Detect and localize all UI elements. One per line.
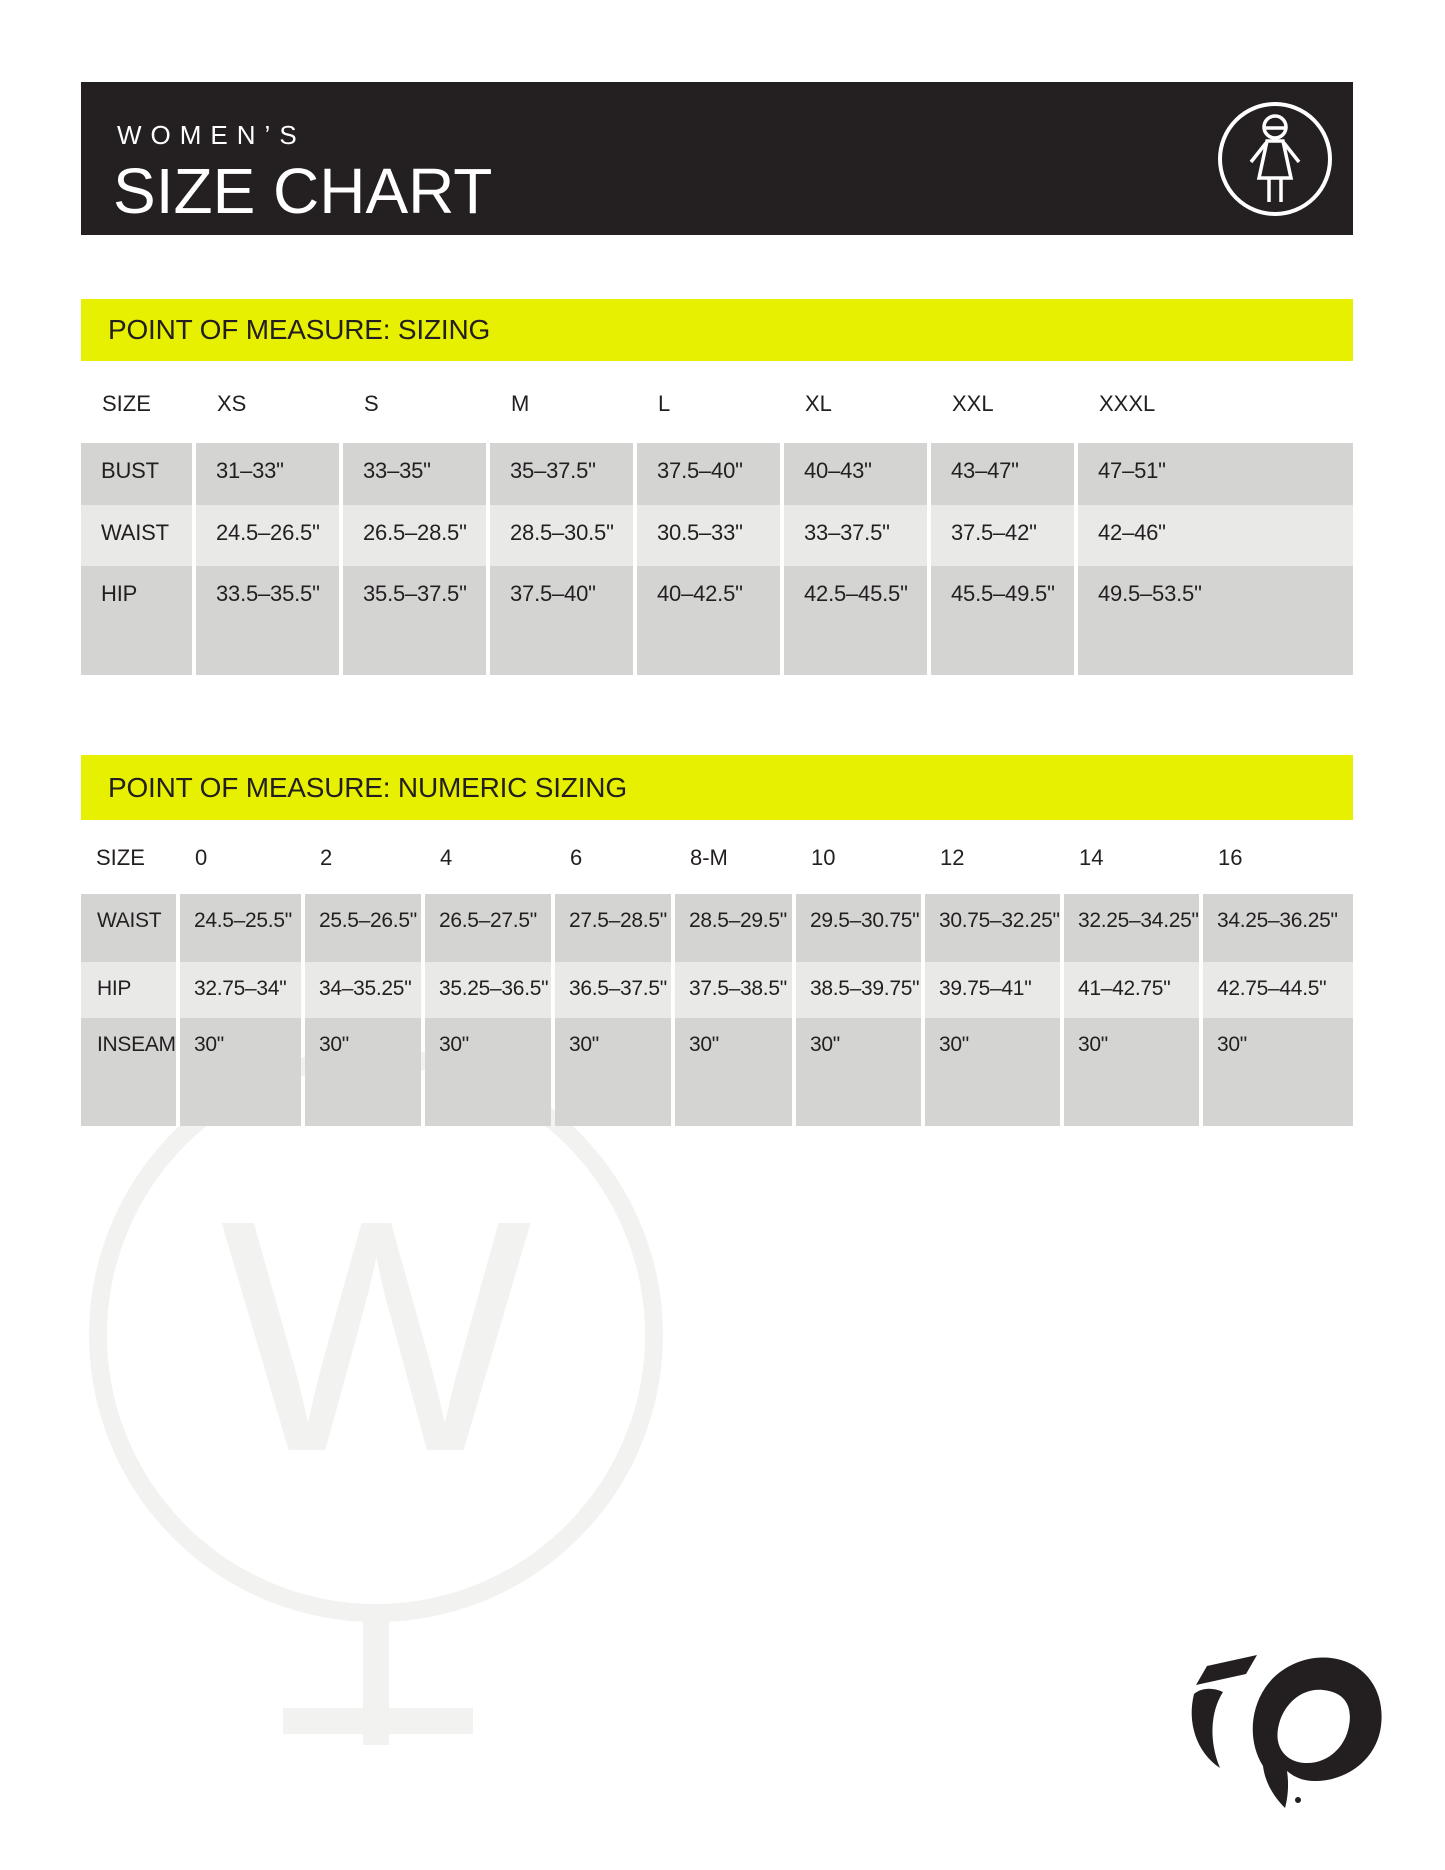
col-header: 0 (195, 845, 208, 870)
women-watermark-icon (60, 1020, 700, 1780)
table-cell: 37.5–38.5" (675, 962, 792, 1018)
table-cell: 37.5–40" (637, 443, 780, 505)
table-cell: 29.5–30.75" (796, 894, 921, 962)
table-cell: 33–37.5" (784, 505, 927, 566)
table-cell: 30" (305, 1018, 421, 1126)
col-header: 14 (1079, 845, 1104, 870)
header-bar (81, 82, 1353, 235)
table-cell: 40–43" (784, 443, 927, 505)
section-title-sizing: POINT OF MEASURE: SIZING (81, 299, 1353, 361)
table-cell: 30" (555, 1018, 671, 1126)
col-header: L (658, 391, 671, 416)
col-header: XXL (952, 391, 994, 416)
col-header: M (511, 391, 530, 416)
col-header: 8-M (690, 845, 728, 870)
row-label: WAIST (81, 894, 176, 962)
table-cell: 26.5–27.5" (425, 894, 551, 962)
table-cell: 30" (1064, 1018, 1199, 1126)
table-cell: 30.5–33" (637, 505, 780, 566)
table-cell: 30" (425, 1018, 551, 1126)
table-cell: 42.75–44.5" (1203, 962, 1353, 1018)
table-cell: 40–42.5" (637, 566, 780, 675)
row-label: INSEAM (81, 1018, 176, 1126)
table-cell: 34.25–36.25" (1203, 894, 1353, 962)
table-cell: 24.5–26.5" (196, 505, 339, 566)
table-cell: 25.5–26.5" (305, 894, 421, 962)
table-cell: 41–42.75" (1064, 962, 1199, 1018)
col-header: SIZE (96, 845, 145, 870)
table-cell: 32.75–34" (180, 962, 301, 1018)
col-header: 10 (811, 845, 836, 870)
sizing-table-header (81, 384, 1353, 424)
table-cell: 30" (925, 1018, 1060, 1126)
row-label: BUST (81, 443, 192, 505)
col-header: 16 (1218, 845, 1243, 870)
table-cell: 33.5–35.5" (196, 566, 339, 675)
table-row-bust (81, 443, 1353, 505)
table-cell: 33–35" (343, 443, 486, 505)
numeric-table-header (81, 838, 1353, 878)
row-label: HIP (81, 566, 192, 675)
header-kicker: WOMEN’S (117, 120, 306, 150)
col-header: 6 (570, 845, 583, 870)
col-header: 2 (320, 845, 333, 870)
table-cell: 35.5–37.5" (343, 566, 486, 675)
table-cell: 45.5–49.5" (931, 566, 1074, 675)
sizing-table (81, 443, 1353, 675)
col-header: XXXL (1099, 391, 1156, 416)
table-cell: 35–37.5" (490, 443, 633, 505)
table-cell: 39.75–41" (925, 962, 1060, 1018)
table-cell: 37.5–42" (931, 505, 1074, 566)
table-row-inseam (81, 1018, 1353, 1126)
col-header: S (364, 391, 379, 416)
table-cell: 30.75–32.25" (925, 894, 1060, 962)
table-cell: 37.5–40" (490, 566, 633, 675)
page-title: SIZE CHART (113, 155, 493, 227)
table-cell: 30" (180, 1018, 301, 1126)
table-cell: 30" (675, 1018, 792, 1126)
table-row-waist (81, 894, 1353, 962)
pearl-izumi-logo (1185, 1650, 1385, 1815)
table-cell: 43–47" (931, 443, 1074, 505)
table-cell: 34–35.25" (305, 962, 421, 1018)
numeric-table (81, 894, 1353, 1126)
table-row-hip (81, 566, 1353, 675)
table-row-waist (81, 505, 1353, 566)
section-title-numeric-sizing: POINT OF MEASURE: NUMERIC SIZING (81, 755, 1353, 820)
table-cell: 26.5–28.5" (343, 505, 486, 566)
table-row-hip (81, 962, 1353, 1018)
table-cell: 42–46" (1078, 505, 1353, 566)
table-cell: 42.5–45.5" (784, 566, 927, 675)
table-cell: 30" (796, 1018, 921, 1126)
watermark-letter: W (220, 1151, 532, 1520)
table-cell: 31–33" (196, 443, 339, 505)
col-header: 4 (440, 845, 453, 870)
table-cell: 47–51" (1078, 443, 1353, 505)
table-cell: 24.5–25.5" (180, 894, 301, 962)
table-cell: 36.5–37.5" (555, 962, 671, 1018)
table-cell: 38.5–39.75" (796, 962, 921, 1018)
table-cell: 28.5–30.5" (490, 505, 633, 566)
table-cell: 35.25–36.5" (425, 962, 551, 1018)
row-label: WAIST (81, 505, 192, 566)
col-header: XL (805, 391, 832, 416)
woman-figure-icon (1215, 99, 1335, 219)
col-header: XS (217, 391, 247, 416)
table-cell: 27.5–28.5" (555, 894, 671, 962)
table-cell: 28.5–29.5" (675, 894, 792, 962)
table-cell: 49.5–53.5" (1078, 566, 1353, 675)
col-header: 12 (940, 845, 965, 870)
col-header: SIZE (102, 391, 151, 416)
table-cell: 30" (1203, 1018, 1353, 1126)
table-cell: 32.25–34.25" (1064, 894, 1199, 962)
row-label: HIP (81, 962, 176, 1018)
